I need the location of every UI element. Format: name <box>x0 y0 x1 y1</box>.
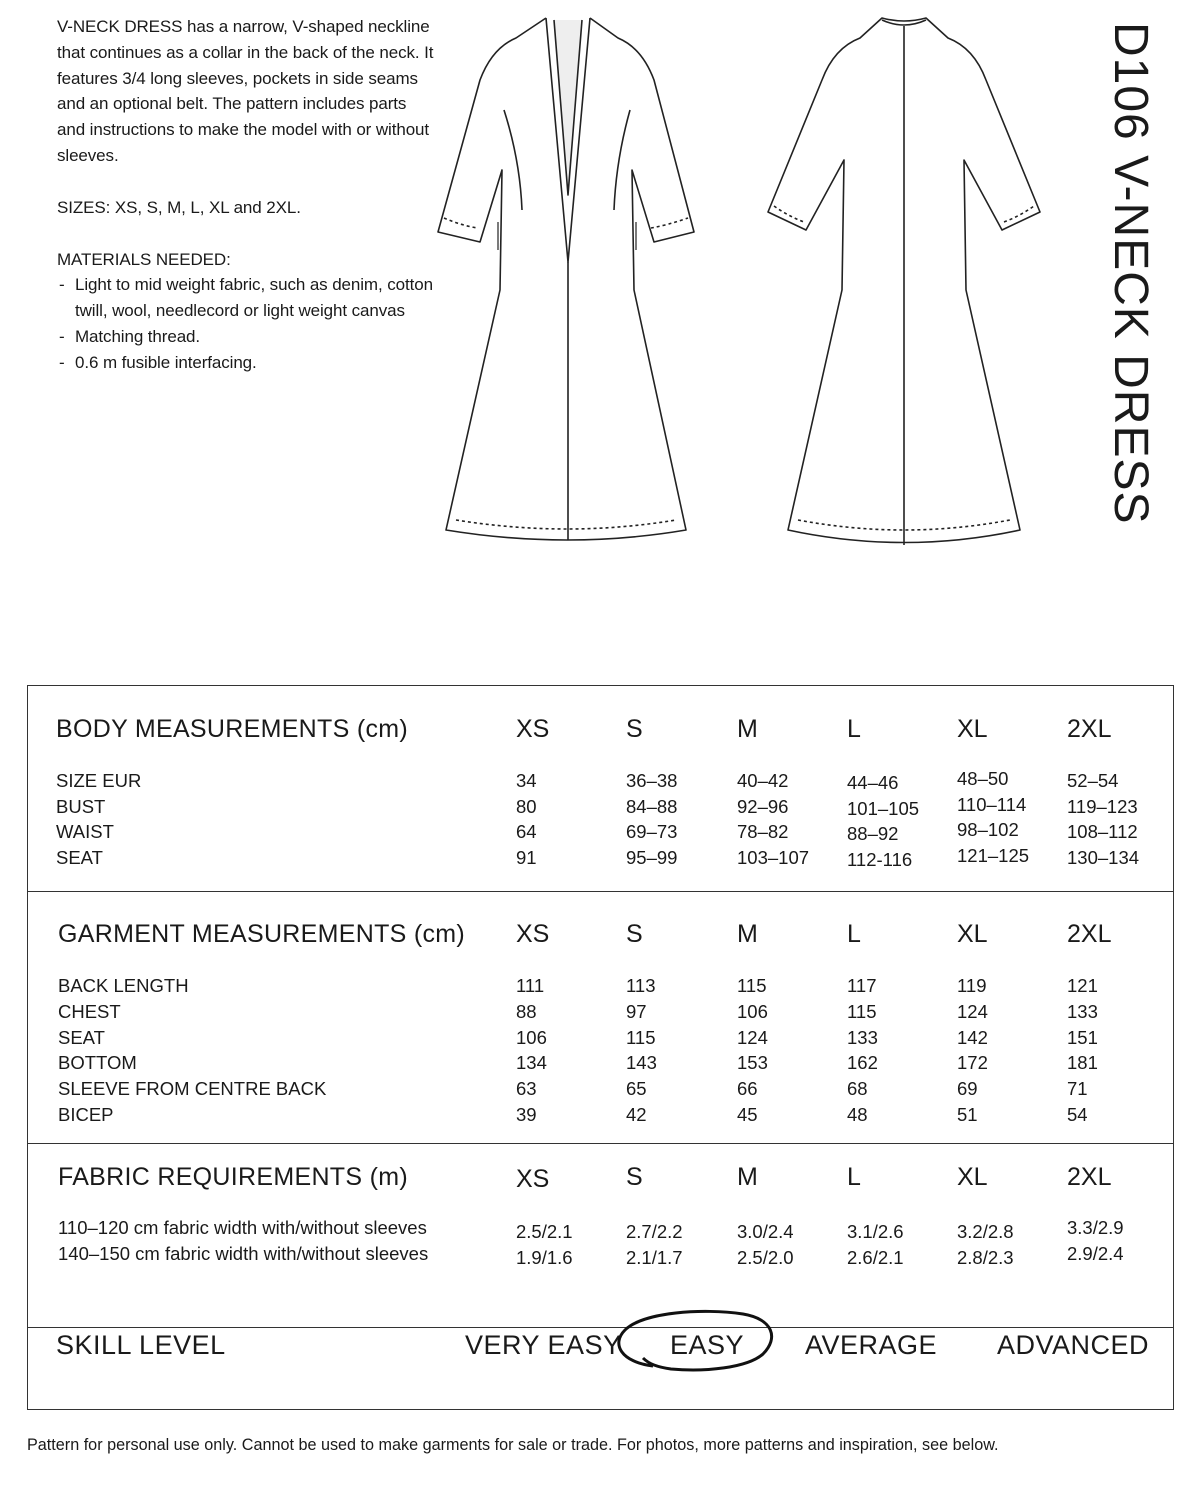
intro-text <box>57 14 437 376</box>
table-cell: 2.8/2.3 <box>957 1247 1014 1268</box>
table-cell: 124 <box>737 1027 768 1048</box>
table-cell: 84–88 <box>626 796 678 817</box>
table-cell: 54 <box>1067 1104 1088 1125</box>
table-cell: 39 <box>516 1104 537 1125</box>
table-cell: 133 <box>847 1027 878 1048</box>
table-cell: 115 <box>737 975 767 996</box>
table-cell: 153 <box>737 1052 768 1073</box>
row-label: 140–150 cm fabric width with/without sleeves <box>58 1243 429 1264</box>
column-header: M <box>737 715 758 743</box>
row-label: 110–120 cm fabric width with/without sleeves <box>58 1217 427 1238</box>
skill-option-easy: EASY <box>670 1330 745 1360</box>
row-label: BICEP <box>58 1104 114 1125</box>
table-cell: 80 <box>516 796 537 817</box>
table-cell: 112-116 <box>847 849 913 870</box>
row-label: BACK LENGTH <box>58 975 189 996</box>
dress-back-sketch <box>762 10 1046 550</box>
column-header: XS <box>516 1165 550 1193</box>
table-cell: 124 <box>957 1001 988 1022</box>
table-cell: 151 <box>1067 1027 1098 1048</box>
table-cell: 71 <box>1067 1078 1088 1099</box>
table-cell: 2.9/2.4 <box>1067 1243 1124 1264</box>
table-cell: 69 <box>957 1078 978 1099</box>
column-header: XL <box>957 920 988 948</box>
table-cell: 133 <box>1067 1001 1098 1022</box>
section-title: BODY MEASUREMENTS (cm) <box>56 715 408 743</box>
table-cell: 121 <box>1067 975 1098 996</box>
table-cell: 66 <box>737 1078 758 1099</box>
column-header: M <box>737 920 758 948</box>
table-cell: 63 <box>516 1078 537 1099</box>
table-cell: 52–54 <box>1067 770 1119 791</box>
skill-option-very-easy: VERY EASY <box>465 1330 622 1360</box>
table-cell: 68 <box>847 1078 868 1099</box>
footer-note: Pattern for personal use only. Cannot be used to make garments for sale or trade. For photos, more patterns and inspiration, see below. <box>27 1436 999 1454</box>
table-cell: 98–102 <box>957 819 1019 840</box>
body-measurements-section <box>28 686 1173 891</box>
row-label: CHEST <box>58 1001 121 1022</box>
table-cell: 121–125 <box>957 845 1030 866</box>
section-title: FABRIC REQUIREMENTS (m) <box>58 1163 408 1191</box>
table-cell: 78–82 <box>737 821 789 842</box>
column-header: 2XL <box>1067 920 1112 948</box>
column-header: S <box>626 920 643 948</box>
table-cell: 48 <box>847 1104 868 1125</box>
table-cell: 142 <box>957 1027 988 1048</box>
table-cell: 88–92 <box>847 823 899 844</box>
table-cell: 36–38 <box>626 770 678 791</box>
table-cell: 119–123 <box>1067 796 1138 817</box>
table-cell: 115 <box>626 1027 656 1048</box>
table-cell: 115 <box>847 1001 877 1022</box>
skill-option-average: AVERAGE <box>805 1330 938 1360</box>
pattern-title: D106 V-NECK DRESS <box>1104 22 1157 525</box>
column-header: 2XL <box>1067 715 1112 743</box>
dress-front-sketch <box>428 10 700 550</box>
table-cell: 103–107 <box>737 847 810 868</box>
garment-measurements-section <box>28 891 1173 1143</box>
table-cell: 111 <box>516 975 545 996</box>
table-cell: 97 <box>626 1001 647 1022</box>
table-cell: 2.1/1.7 <box>626 1247 683 1268</box>
materials-list <box>57 272 437 375</box>
table-cell: 3.3/2.9 <box>1067 1217 1124 1238</box>
sizes-line: SIZES: XS, S, M, L, XL and 2XL. <box>57 197 301 217</box>
row-label: WAIST <box>56 821 114 842</box>
materials-heading: MATERIALS NEEDED: <box>57 249 231 269</box>
table-cell: 2.5/2.0 <box>737 1247 794 1268</box>
table-cell: 2.6/2.1 <box>847 1247 904 1268</box>
column-header: M <box>737 1163 758 1191</box>
row-label: BOTTOM <box>58 1052 137 1073</box>
table-cell: 143 <box>626 1052 657 1073</box>
table-cell: 108–112 <box>1067 821 1138 842</box>
table-cell: 2.5/2.1 <box>516 1221 573 1242</box>
column-header: XS <box>516 715 550 743</box>
table-cell: 88 <box>516 1001 537 1022</box>
table-cell: 3.1/2.6 <box>847 1221 904 1242</box>
table-cell: 3.2/2.8 <box>957 1221 1014 1242</box>
row-label: SLEEVE FROM CENTRE BACK <box>58 1078 327 1099</box>
skill-level-label: SKILL LEVEL <box>56 1330 226 1360</box>
column-header: L <box>847 1163 861 1191</box>
table-cell: 51 <box>957 1104 978 1125</box>
material-item: - Light to mid weight fabric, such as denim, cotton twill, wool, needlecord or light weight canvas <box>57 272 437 324</box>
selected-skill-circle-icon <box>613 1306 778 1376</box>
table-cell: 119 <box>957 975 987 996</box>
table-cell: 34 <box>516 770 537 791</box>
table-cell: 1.9/1.6 <box>516 1247 573 1268</box>
column-header: S <box>626 1163 643 1191</box>
table-cell: 106 <box>516 1027 547 1048</box>
column-header: S <box>626 715 643 743</box>
table-cell: 69–73 <box>626 821 678 842</box>
material-item: - 0.6 m fusible interfacing. <box>57 350 437 376</box>
table-cell: 110–114 <box>957 794 1027 815</box>
table-cell: 95–99 <box>626 847 678 868</box>
section-title: GARMENT MEASUREMENTS (cm) <box>58 920 466 948</box>
column-header: XL <box>957 715 988 743</box>
table-cell: 3.0/2.4 <box>737 1221 794 1242</box>
description: V-NECK DRESS has a narrow, V-shaped neckline that continues as a collar in the back of the neck. It features 3/4 long sleeves, pockets in side seams and an optional belt. The pattern includes parts and instructions to make the model with or without sleeves. <box>57 17 434 165</box>
row-label: SEAT <box>56 847 103 868</box>
material-item: - Matching thread. <box>57 324 437 350</box>
column-header: XL <box>957 1163 988 1191</box>
column-header: XS <box>516 920 550 948</box>
table-cell: 181 <box>1067 1052 1098 1073</box>
column-header: 2XL <box>1067 1163 1112 1191</box>
skill-option-advanced: ADVANCED <box>997 1330 1150 1360</box>
row-label: SIZE EUR <box>56 770 142 791</box>
table-cell: 172 <box>957 1052 988 1073</box>
measurement-table <box>27 685 1174 1410</box>
table-cell: 2.7/2.2 <box>626 1221 683 1242</box>
column-header: L <box>847 920 861 948</box>
table-cell: 42 <box>626 1104 647 1125</box>
table-cell: 91 <box>516 847 537 868</box>
fabric-requirements-section <box>28 1143 1173 1327</box>
table-cell: 130–134 <box>1067 847 1140 868</box>
table-cell: 117 <box>847 975 877 996</box>
table-cell: 134 <box>516 1052 547 1073</box>
table-cell: 101–105 <box>847 798 920 819</box>
table-cell: 113 <box>626 975 656 996</box>
table-cell: 44–46 <box>847 772 899 793</box>
section-divider <box>28 1327 1173 1328</box>
row-label: BUST <box>56 796 106 817</box>
table-cell: 162 <box>847 1052 878 1073</box>
table-cell: 106 <box>737 1001 768 1022</box>
column-header: L <box>847 715 861 743</box>
table-cell: 45 <box>737 1104 758 1125</box>
table-cell: 64 <box>516 821 537 842</box>
table-cell: 48–50 <box>957 768 1009 789</box>
table-cell: 92–96 <box>737 796 789 817</box>
table-cell: 65 <box>626 1078 647 1099</box>
table-cell: 40–42 <box>737 770 789 791</box>
row-label: SEAT <box>58 1027 105 1048</box>
